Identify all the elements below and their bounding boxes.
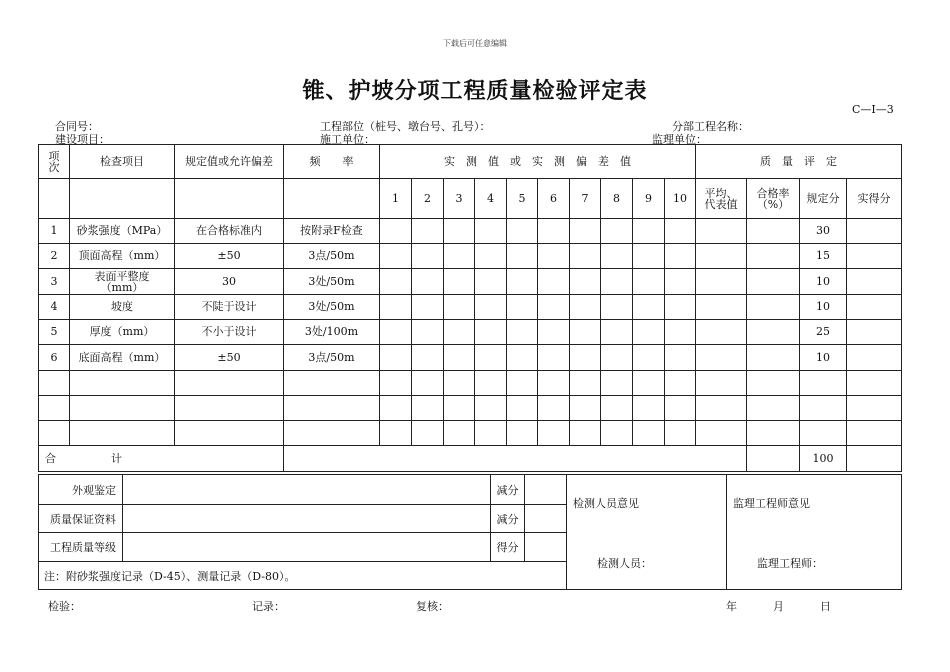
appearance-label: 外观鉴定 bbox=[39, 475, 123, 505]
row-standard: ±50 bbox=[175, 345, 284, 371]
row-item: 砂浆强度（MPa） bbox=[70, 219, 175, 244]
col-frequency: 频 率 bbox=[284, 145, 380, 179]
row-no: 4 bbox=[39, 295, 70, 320]
inspector-sign-label: 检测人员： bbox=[597, 557, 652, 570]
point-number: 8 bbox=[601, 179, 633, 219]
row-standard: 在合格标准内 bbox=[175, 219, 284, 244]
row-frequency: 按附录F检查 bbox=[284, 219, 380, 244]
inspector-opinion-box bbox=[567, 475, 727, 590]
year-label: 年 bbox=[726, 600, 737, 613]
row-frequency: 3点/50m bbox=[284, 244, 380, 269]
row-score: 15 bbox=[800, 244, 847, 269]
col-check-item: 检查项目 bbox=[70, 145, 175, 179]
form-code: C—Ⅰ—3 bbox=[852, 103, 894, 116]
table-row-empty bbox=[39, 371, 902, 396]
col-specified-score: 规定分 bbox=[800, 179, 847, 219]
quality-docs-deduct-label: 减分 bbox=[491, 505, 525, 533]
engineer-opinion-box bbox=[727, 475, 902, 590]
total-label: 合 计 bbox=[39, 446, 284, 472]
col-quality-rating: 质 量 评 定 bbox=[696, 145, 902, 179]
point-number: 3 bbox=[444, 179, 475, 219]
engineer-sign-label: 监理工程师： bbox=[757, 557, 823, 570]
col-measured-values: 实 测 值 或 实 测 偏 差 值 bbox=[380, 145, 696, 179]
total-score: 100 bbox=[800, 446, 847, 472]
row-score: 30 bbox=[800, 219, 847, 244]
row-frequency: 3处/50m bbox=[284, 269, 380, 295]
col-pass-rate: 合格率（%） bbox=[747, 179, 800, 219]
row-item: 表面平整度（mm） bbox=[70, 269, 175, 295]
row-score: 10 bbox=[800, 295, 847, 320]
table-row bbox=[39, 345, 902, 371]
sub-project-label: 分部工程名称： bbox=[672, 120, 749, 133]
row-item: 顶面高程（mm） bbox=[70, 244, 175, 269]
table-row-empty bbox=[39, 421, 902, 446]
month-label: 月 bbox=[773, 600, 784, 613]
row-no: 6 bbox=[39, 345, 70, 371]
row-frequency: 3处/100m bbox=[284, 320, 380, 345]
check-label: 检验： bbox=[48, 600, 81, 613]
review-label: 复核： bbox=[416, 600, 449, 613]
table-row bbox=[39, 219, 902, 244]
col-standard: 规定值或允许偏差 bbox=[175, 145, 284, 179]
note-text: 注：附砂浆强度记录（D-45）、测量记录（D-80）。 bbox=[39, 562, 567, 590]
table-header-row bbox=[39, 145, 902, 179]
point-number: 4 bbox=[475, 179, 507, 219]
row-standard: 不小于设计 bbox=[175, 320, 284, 345]
row-no: 2 bbox=[39, 244, 70, 269]
supervisor-label: 监理单位： bbox=[652, 133, 707, 146]
appearance-value bbox=[123, 475, 491, 505]
inspection-table bbox=[38, 144, 902, 472]
day-label: 日 bbox=[820, 600, 831, 613]
quality-docs-label: 质量保证资料 bbox=[39, 505, 123, 533]
table-row bbox=[39, 295, 902, 320]
record-label: 记录： bbox=[252, 600, 285, 613]
col-average: 平均、代表值 bbox=[696, 179, 747, 219]
appearance-deduct-label: 减分 bbox=[491, 475, 525, 505]
grade-label: 工程质量等级 bbox=[39, 533, 123, 562]
row-no: 5 bbox=[39, 320, 70, 345]
row-item: 厚度（mm） bbox=[70, 320, 175, 345]
point-number: 1 bbox=[380, 179, 412, 219]
inspector-opinion-label: 检测人员意见 bbox=[573, 497, 639, 510]
col-actual-score: 实得分 bbox=[847, 179, 902, 219]
row-score: 25 bbox=[800, 320, 847, 345]
form-title: 锥、护坡分项工程质量检验评定表 bbox=[302, 79, 648, 104]
table-row-empty bbox=[39, 396, 902, 421]
row-standard: 30 bbox=[175, 269, 284, 295]
point-number: 6 bbox=[538, 179, 570, 219]
engineer-opinion-label: 监理工程师意见 bbox=[733, 497, 810, 510]
table-row bbox=[39, 244, 902, 269]
work-location-label: 工程部位（桩号、墩台号、孔号）： bbox=[320, 120, 491, 133]
point-number: 9 bbox=[633, 179, 665, 219]
assessment-table bbox=[38, 474, 902, 590]
row-standard: 不陡于设计 bbox=[175, 295, 284, 320]
grade-value bbox=[123, 533, 491, 562]
row-frequency: 3处/50m bbox=[284, 295, 380, 320]
table-row bbox=[39, 320, 902, 345]
row-frequency: 3点/50m bbox=[284, 345, 380, 371]
watermark-text: 下载后可任意编辑 bbox=[443, 39, 507, 48]
point-number: 2 bbox=[412, 179, 444, 219]
contractor-label: 施工单位： bbox=[320, 133, 375, 146]
row-score: 10 bbox=[800, 345, 847, 371]
point-number: 7 bbox=[570, 179, 601, 219]
table-row bbox=[39, 269, 902, 295]
row-no: 3 bbox=[39, 269, 70, 295]
row-item: 底面高程（mm） bbox=[70, 345, 175, 371]
appearance-deduct-value bbox=[525, 475, 567, 505]
project-label: 建设项目： bbox=[55, 133, 110, 146]
row-standard: ±50 bbox=[175, 244, 284, 269]
score-label: 得分 bbox=[491, 533, 525, 562]
row-no: 1 bbox=[39, 219, 70, 244]
total-row bbox=[39, 446, 902, 472]
col-item-no: 项次 bbox=[39, 145, 70, 179]
point-number: 5 bbox=[507, 179, 538, 219]
table-subheader-row bbox=[39, 179, 902, 219]
row-score: 10 bbox=[800, 269, 847, 295]
contract-no-label: 合同号： bbox=[55, 120, 99, 133]
score-value bbox=[525, 533, 567, 562]
quality-docs-value bbox=[123, 505, 491, 533]
point-number: 10 bbox=[665, 179, 696, 219]
quality-docs-deduct-value bbox=[525, 505, 567, 533]
row-item: 坡度 bbox=[70, 295, 175, 320]
